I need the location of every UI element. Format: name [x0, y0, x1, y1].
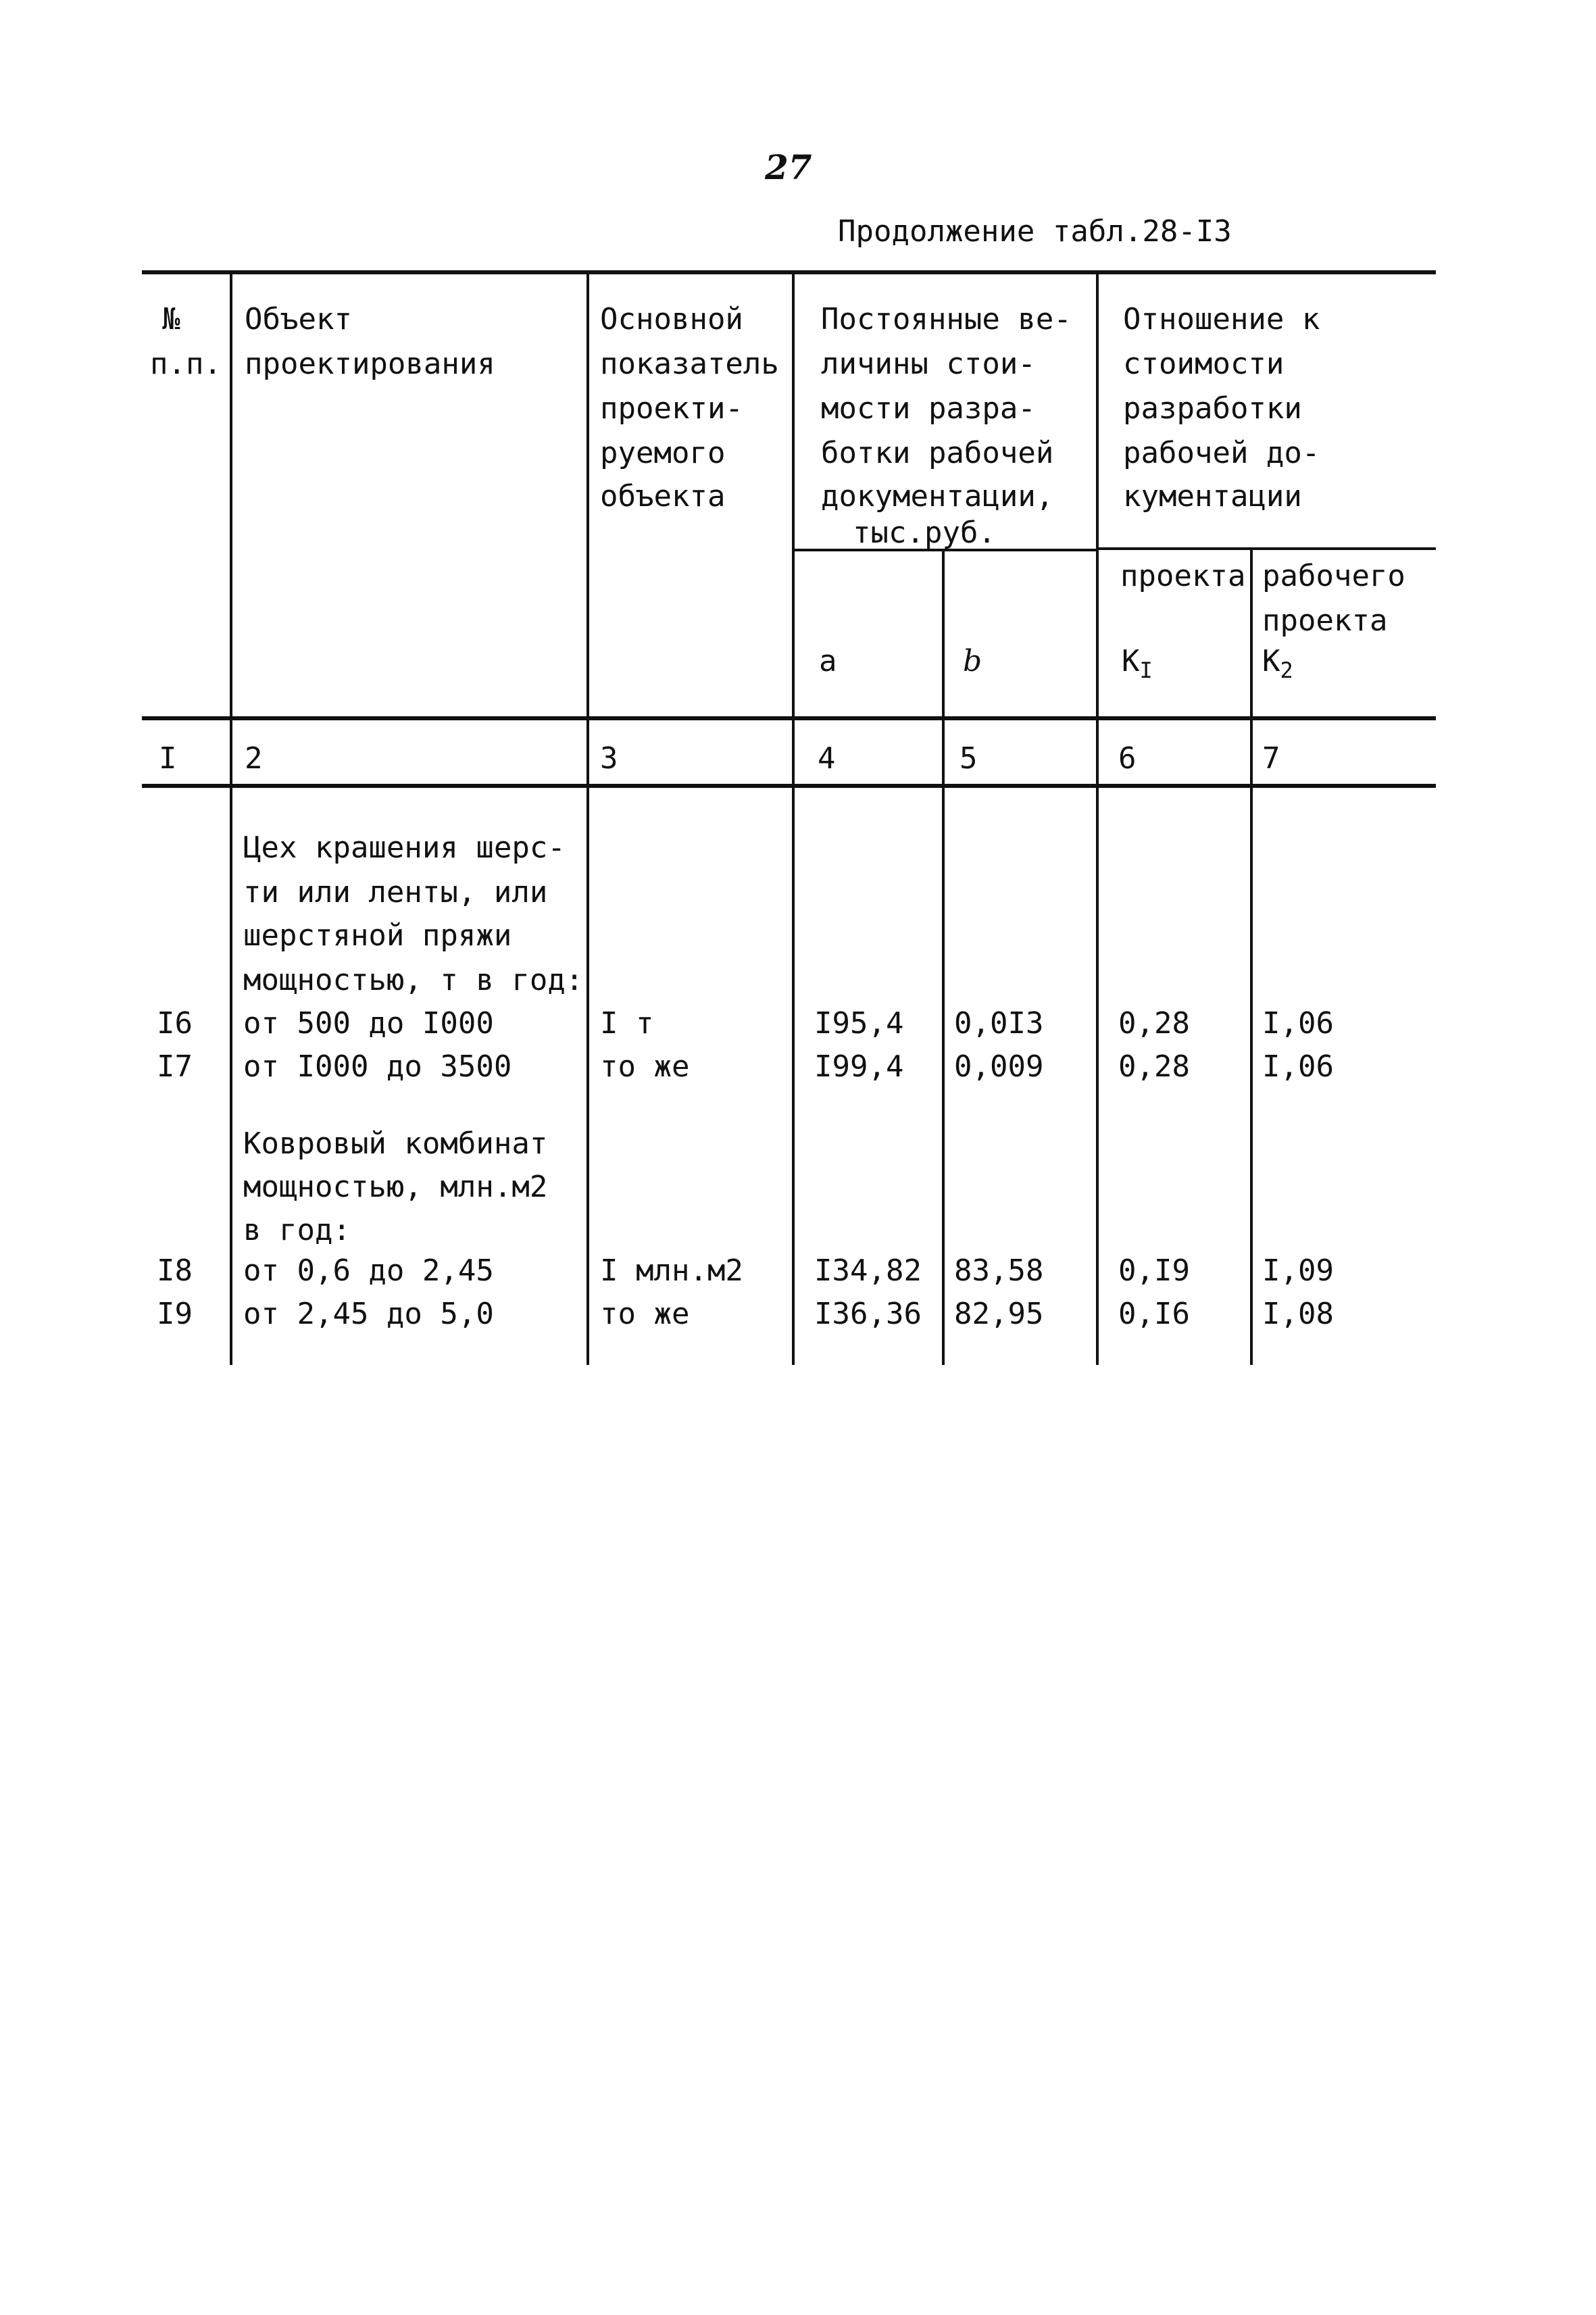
header-k2-sub: 2 — [1280, 657, 1293, 683]
header-col2-line2: проектирования — [245, 347, 495, 381]
col-divider-2 — [587, 270, 589, 1365]
group1-title-line4: мощностью, т в год: — [243, 963, 584, 997]
row-object: от 500 до I000 — [243, 1006, 494, 1041]
group2-title-line3: в год: — [243, 1213, 351, 1247]
header-col3-line1: Основной — [600, 302, 743, 337]
row-k1: 0,I9 — [1118, 1253, 1190, 1288]
row-number: I6 — [157, 1006, 193, 1041]
header-col45-line4: ботки рабочей — [821, 436, 1054, 470]
subheader-rule-67 — [1096, 547, 1436, 550]
row-k2: I,06 — [1262, 1006, 1334, 1041]
header-pp: п.п. — [150, 347, 222, 381]
col-divider-3 — [792, 270, 795, 1365]
group1-title-line3: шерстяной пряжи — [243, 918, 512, 953]
row-number: I9 — [157, 1297, 193, 1331]
header-col67-line1: Отношение к — [1123, 302, 1320, 337]
colnum-3: 3 — [600, 741, 618, 776]
header-number-sign: № — [162, 302, 180, 337]
header-k2-label-line2: проекта — [1262, 603, 1388, 638]
row-k1: 0,28 — [1118, 1006, 1190, 1041]
row-object: от 2,45 до 5,0 — [243, 1297, 494, 1331]
table-caption: Продолжение табл.28-I3 — [838, 214, 1232, 249]
col-divider-5 — [1096, 270, 1099, 1365]
group1-title-line2: ти или ленты, или — [243, 875, 548, 910]
colnum-2: 2 — [245, 741, 263, 776]
row-a: I36,36 — [814, 1297, 922, 1331]
row-indicator: то же — [600, 1297, 690, 1331]
row-a: I34,82 — [814, 1253, 922, 1288]
row-k1: 0,I6 — [1118, 1297, 1190, 1331]
row-k2: I,09 — [1262, 1253, 1334, 1288]
header-k1 — [1122, 639, 1153, 693]
header-col67-line5: кументации — [1123, 479, 1302, 514]
row-indicator: I млн.м2 — [600, 1253, 743, 1288]
col-divider-4 — [942, 549, 945, 1365]
header-col2-line1: Объект — [245, 302, 352, 337]
row-object: от 0,6 до 2,45 — [243, 1253, 494, 1288]
colnum-4: 4 — [818, 741, 836, 776]
col-divider-6 — [1250, 547, 1253, 1365]
row-a: I99,4 — [814, 1049, 904, 1084]
row-k2: I,06 — [1262, 1049, 1334, 1084]
group2-title-line2: мощностью, млн.м2 — [243, 1170, 548, 1204]
col-divider-1 — [230, 270, 232, 1365]
header-k1-label: проекта — [1120, 559, 1246, 593]
row-indicator: то же — [600, 1049, 690, 1084]
header-col3-line4: руемого — [600, 436, 726, 470]
table-top-rule — [142, 270, 1436, 274]
header-col67-line4: рабочей до- — [1123, 436, 1320, 470]
header-col45-line6: тыс.руб. — [853, 516, 996, 550]
colnum-5: 5 — [959, 741, 978, 776]
row-number: I7 — [157, 1049, 193, 1084]
row-b: 0,009 — [954, 1049, 1044, 1084]
header-k2-sym: К — [1262, 644, 1280, 678]
row-number: I8 — [157, 1253, 193, 1288]
header-col3-line2: показатель — [600, 347, 779, 381]
header-k2-label-line1: рабочего — [1262, 559, 1405, 593]
header-a: а — [819, 644, 837, 678]
header-b: b — [963, 644, 982, 678]
header-col45-line3: мости разра- — [821, 391, 1036, 426]
group1-title-line1: Цех крашения шерс- — [243, 830, 566, 865]
row-b: 83,58 — [954, 1253, 1044, 1288]
header-col3-line3: проекти- — [600, 391, 743, 426]
row-b: 0,0I3 — [954, 1006, 1044, 1041]
group2-title-line1: Ковровый комбинат — [243, 1126, 548, 1161]
header-col45-line1: Постоянные ве- — [821, 302, 1072, 337]
header-col67-line3: разработки — [1123, 391, 1302, 426]
header-k1-sym: К — [1122, 644, 1140, 678]
row-object: от I000 до 3500 — [243, 1049, 512, 1084]
colnum-1: I — [159, 741, 177, 776]
header-bottom-rule — [142, 716, 1436, 720]
row-a: I95,4 — [814, 1006, 904, 1041]
row-k2: I,08 — [1262, 1297, 1334, 1331]
header-k1-sub: I — [1139, 657, 1153, 683]
row-b: 82,95 — [954, 1297, 1044, 1331]
colnum-6: 6 — [1118, 741, 1137, 776]
colnum-bottom-rule — [142, 784, 1436, 788]
page-number: 27 — [765, 147, 812, 187]
colnum-7: 7 — [1262, 741, 1280, 776]
row-k1: 0,28 — [1118, 1049, 1190, 1084]
header-col45-line5: документации, — [821, 479, 1054, 514]
header-col3-line5: объекта — [600, 479, 726, 514]
header-k2 — [1262, 639, 1293, 693]
header-col45-line2: личины стои- — [821, 347, 1036, 381]
row-indicator: I т — [600, 1006, 654, 1041]
header-col67-line2: стоимости — [1123, 347, 1285, 381]
